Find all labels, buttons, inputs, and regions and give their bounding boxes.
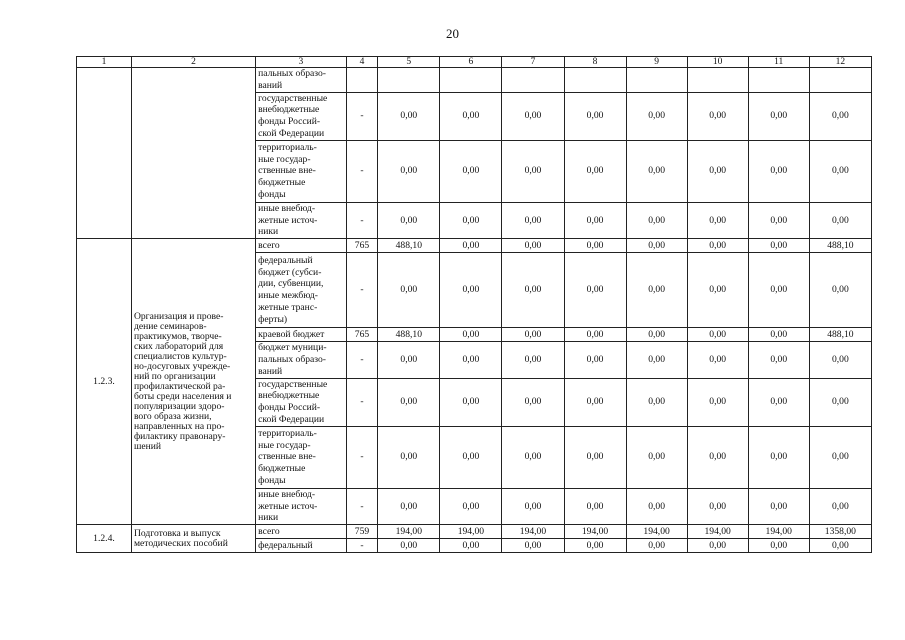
total-cost-cell: -	[346, 202, 378, 238]
funding-source: государственные внебюджетные фонды Россий- ской Федерации	[256, 92, 347, 140]
year-value-cell	[809, 68, 871, 93]
year-value-cell	[564, 68, 626, 93]
year-value-cell: 0,00	[748, 239, 809, 253]
budget-table	[76, 56, 872, 553]
year-value-cell: 0,00	[564, 202, 626, 238]
item-number: 1.2.3.	[77, 239, 132, 525]
year-value-cell: 0,00	[687, 378, 748, 426]
year-value-cell: 0,00	[502, 92, 564, 140]
year-value-cell: 0,00	[748, 140, 809, 202]
year-value-cell: 0,00	[626, 328, 687, 342]
year-value-cell: 194,00	[687, 525, 748, 539]
year-value-cell: 0,00	[440, 92, 502, 140]
year-value-cell: 0,00	[809, 488, 871, 524]
year-value-cell: 0,00	[748, 202, 809, 238]
year-value-cell: 0,00	[809, 426, 871, 488]
total-cost-cell: 765	[346, 239, 378, 253]
year-value-cell: 0,00	[564, 342, 626, 378]
column-number-10: 10	[687, 57, 748, 68]
column-number-2: 2	[131, 57, 255, 68]
year-value-cell: 0,00	[626, 140, 687, 202]
year-value-cell: 0,00	[809, 342, 871, 378]
year-value-cell	[378, 68, 440, 93]
year-value-cell: 0,00	[440, 239, 502, 253]
column-number-6: 6	[440, 57, 502, 68]
year-value-cell: 194,00	[564, 525, 626, 539]
year-value-cell: 0,00	[809, 539, 871, 553]
year-value-cell: 0,00	[564, 378, 626, 426]
year-value-cell: 0,00	[748, 426, 809, 488]
year-value-cell: 0,00	[809, 140, 871, 202]
year-value-cell: 0,00	[502, 539, 564, 553]
year-value-cell: 0,00	[626, 202, 687, 238]
year-value-cell: 0,00	[502, 342, 564, 378]
year-value-cell: 0,00	[564, 488, 626, 524]
year-value-cell: 0,00	[626, 92, 687, 140]
year-value-cell: 0,00	[440, 342, 502, 378]
funding-source: иные внебюд- жетные источ- ники	[256, 488, 347, 524]
column-number-7: 7	[502, 57, 564, 68]
year-value-cell: 488,10	[809, 328, 871, 342]
year-value-cell: 0,00	[502, 488, 564, 524]
year-value-cell: 194,00	[440, 525, 502, 539]
total-cost-cell: -	[346, 378, 378, 426]
total-cost-cell: -	[346, 253, 378, 328]
year-value-cell: 0,00	[748, 253, 809, 328]
year-value-cell: 0,00	[809, 92, 871, 140]
year-value-cell: 0,00	[748, 539, 809, 553]
year-value-cell: 0,00	[809, 378, 871, 426]
year-value-cell: 194,00	[626, 525, 687, 539]
year-value-cell: 0,00	[626, 378, 687, 426]
year-value-cell: 0,00	[748, 92, 809, 140]
year-value-cell: 0,00	[378, 92, 440, 140]
item-number	[77, 68, 132, 239]
year-value-cell: 0,00	[687, 92, 748, 140]
year-value-cell: 0,00	[564, 140, 626, 202]
year-value-cell: 0,00	[378, 539, 440, 553]
year-value-cell: 0,00	[626, 539, 687, 553]
total-cost-cell: 765	[346, 328, 378, 342]
year-value-cell: 0,00	[626, 253, 687, 328]
column-number-12: 12	[809, 57, 871, 68]
year-value-cell: 0,00	[502, 253, 564, 328]
year-value-cell: 0,00	[626, 239, 687, 253]
year-value-cell: 0,00	[687, 239, 748, 253]
year-value-cell: 1358,00	[809, 525, 871, 539]
year-value-cell: 0,00	[809, 253, 871, 328]
funding-source: краевой бюджет	[256, 328, 347, 342]
year-value-cell: 0,00	[502, 378, 564, 426]
year-value-cell: 0,00	[687, 539, 748, 553]
total-cost-cell: -	[346, 140, 378, 202]
year-value-cell: 0,00	[687, 488, 748, 524]
column-number-5: 5	[378, 57, 440, 68]
funding-source: всего	[256, 239, 347, 253]
year-value-cell: 0,00	[748, 378, 809, 426]
year-value-cell: 0,00	[687, 426, 748, 488]
year-value-cell: 194,00	[502, 525, 564, 539]
year-value-cell: 0,00	[378, 426, 440, 488]
year-value-cell: 0,00	[687, 140, 748, 202]
funding-source: государственные внебюджетные фонды Россий- ской Федерации	[256, 378, 347, 426]
year-value-cell: 0,00	[748, 328, 809, 342]
year-value-cell: 194,00	[748, 525, 809, 539]
year-value-cell: 0,00	[687, 328, 748, 342]
item-number: 1.2.4.	[77, 525, 132, 553]
year-value-cell: 0,00	[440, 488, 502, 524]
year-value-cell: 0,00	[564, 328, 626, 342]
year-value-cell: 0,00	[378, 488, 440, 524]
year-value-cell: 0,00	[809, 202, 871, 238]
header-row	[77, 57, 872, 68]
year-value-cell	[440, 68, 502, 93]
year-value-cell: 0,00	[687, 253, 748, 328]
page-number: 20	[446, 26, 459, 41]
column-number-1: 1	[77, 57, 132, 68]
item-name: Подготовка и выпуск методических пособий	[131, 525, 255, 553]
table-row	[77, 239, 872, 253]
year-value-cell	[687, 68, 748, 93]
year-value-cell: 0,00	[378, 140, 440, 202]
column-number-9: 9	[626, 57, 687, 68]
table-row	[77, 68, 872, 93]
total-cost-cell: -	[346, 488, 378, 524]
funding-source: территориаль- ные государ- ственные вне- бюджетные фонды	[256, 426, 347, 488]
year-value-cell: 0,00	[687, 202, 748, 238]
year-value-cell: 0,00	[440, 378, 502, 426]
total-cost-cell: 759	[346, 525, 378, 539]
year-value-cell: 0,00	[564, 539, 626, 553]
year-value-cell: 488,10	[809, 239, 871, 253]
year-value-cell: 0,00	[440, 253, 502, 328]
funding-source: территориаль- ные государ- ственные вне- бюджетные фонды	[256, 140, 347, 202]
funding-source: всего	[256, 525, 347, 539]
total-cost-cell: -	[346, 539, 378, 553]
year-value-cell: 0,00	[502, 426, 564, 488]
year-value-cell: 0,00	[748, 342, 809, 378]
funding-source: федеральный	[256, 539, 347, 553]
total-cost-cell: -	[346, 426, 378, 488]
year-value-cell: 0,00	[502, 202, 564, 238]
total-cost-cell: -	[346, 342, 378, 378]
year-value-cell: 194,00	[378, 525, 440, 539]
funding-source: федеральный бюджет (субси- дии, субвенции, иные межбюд- жетные транс- ферты)	[256, 253, 347, 328]
year-value-cell: 0,00	[502, 239, 564, 253]
funding-source: бюджет муници- пальных образо- ваний	[256, 342, 347, 378]
year-value-cell: 488,10	[378, 328, 440, 342]
year-value-cell: 0,00	[502, 328, 564, 342]
total-cost-cell	[346, 68, 378, 93]
total-cost-cell: -	[346, 92, 378, 140]
year-value-cell	[626, 68, 687, 93]
year-value-cell: 0,00	[440, 328, 502, 342]
item-name: Организация и прове- дение семинаров- практикумов, творче- ских лабораторий для специалистов культур- но-досуговых учрежде- ний по организации профилактической ра- боты среди населения и популяризации здоро- вого образа жизни, направленных на про- филактику правонару- шений	[131, 239, 255, 525]
year-value-cell: 0,00	[502, 140, 564, 202]
year-value-cell: 0,00	[378, 253, 440, 328]
year-value-cell: 0,00	[564, 92, 626, 140]
year-value-cell: 0,00	[564, 426, 626, 488]
year-value-cell: 0,00	[378, 378, 440, 426]
year-value-cell	[502, 68, 564, 93]
year-value-cell: 0,00	[564, 253, 626, 328]
column-number-3: 3	[256, 57, 347, 68]
year-value-cell: 0,00	[564, 239, 626, 253]
funding-source: пальных образо- ваний	[256, 68, 347, 93]
year-value-cell	[748, 68, 809, 93]
item-name	[131, 68, 255, 239]
year-value-cell: 0,00	[687, 342, 748, 378]
year-value-cell: 0,00	[440, 539, 502, 553]
year-value-cell: 0,00	[378, 202, 440, 238]
year-value-cell: 0,00	[378, 342, 440, 378]
year-value-cell: 0,00	[748, 488, 809, 524]
year-value-cell: 0,00	[440, 140, 502, 202]
year-value-cell: 488,10	[378, 239, 440, 253]
year-value-cell: 0,00	[626, 488, 687, 524]
column-number-11: 11	[748, 57, 809, 68]
year-value-cell: 0,00	[626, 342, 687, 378]
column-number-4: 4	[346, 57, 378, 68]
funding-source: иные внебюд- жетные источ- ники	[256, 202, 347, 238]
year-value-cell: 0,00	[440, 426, 502, 488]
column-number-8: 8	[564, 57, 626, 68]
table-row	[77, 525, 872, 539]
year-value-cell: 0,00	[440, 202, 502, 238]
year-value-cell: 0,00	[626, 426, 687, 488]
